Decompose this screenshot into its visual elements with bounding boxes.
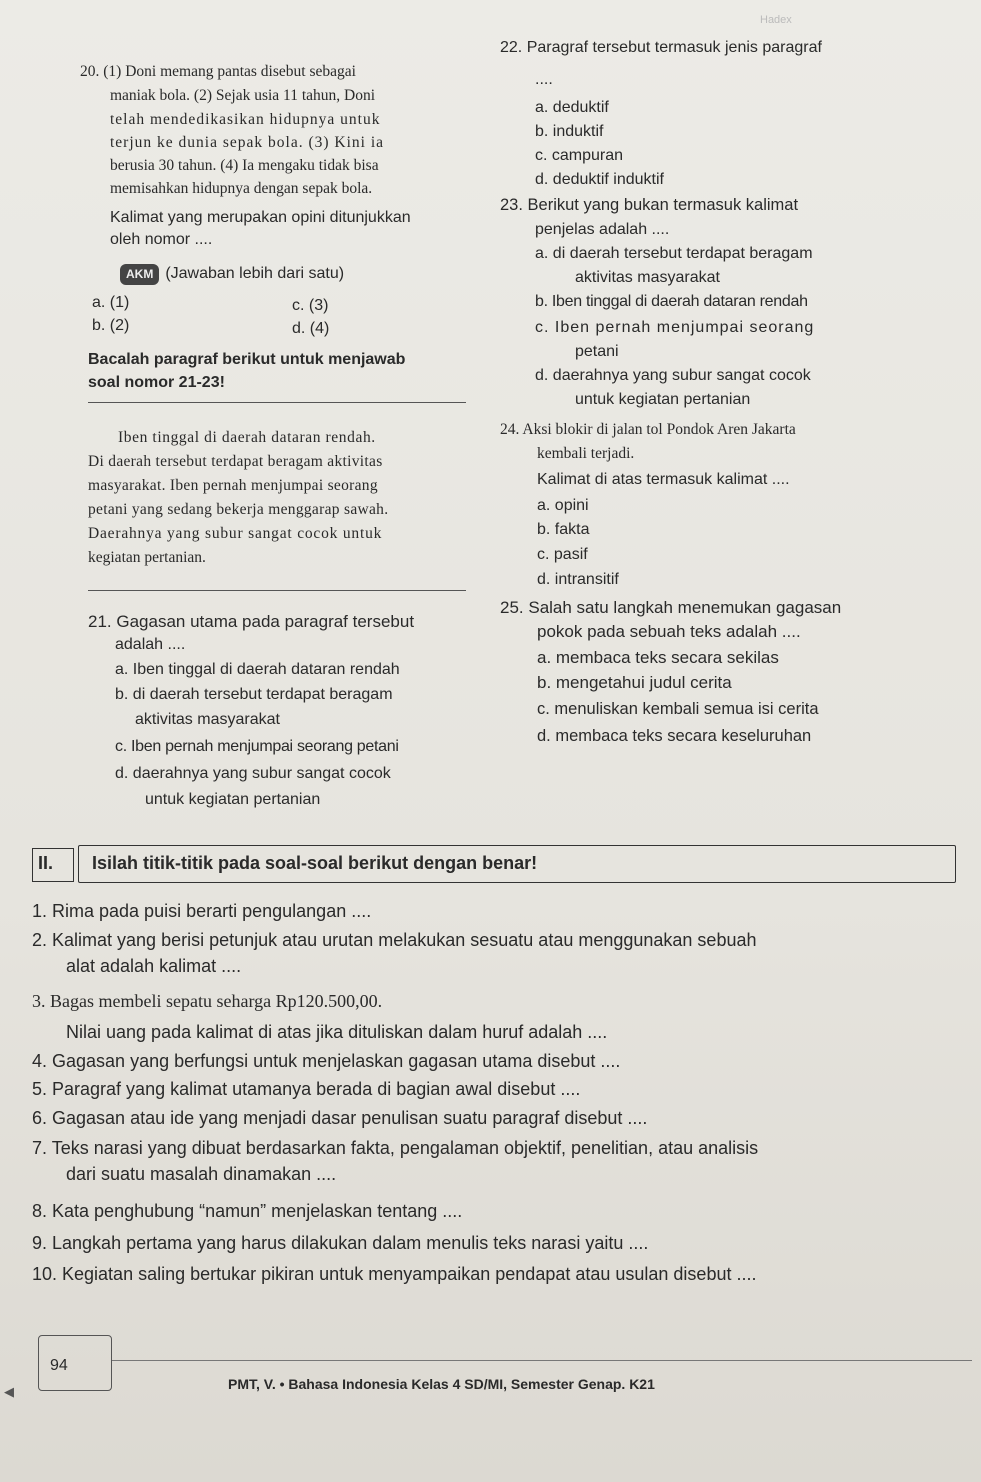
q23-question-2: penjelas adalah ....: [535, 221, 670, 238]
q20-line-3: telah mendedikasikan hidupnya untuk: [110, 111, 381, 128]
q20-line-4: terjun ke dunia sepak bola. (3) Kini ia: [110, 134, 385, 151]
q20-akm-note: [120, 264, 344, 285]
paragraph-line-4: petani yang sedang bekerja menggarap sawah.: [88, 501, 389, 518]
q22-dots: ....: [535, 71, 553, 88]
paragraph-line-2: Di daerah tersebut terdapat beragam aktivitas: [88, 453, 383, 470]
section-heading: Isilah titik-titik pada soal-soal berikut dengan benar!: [92, 853, 538, 873]
q21-option-c: c. Iben pernah menjumpai seorang petani: [115, 738, 399, 755]
q21-option-a: a. Iben tinggal di daerah dataran rendah: [115, 661, 400, 678]
fill-item-2-cont: alat adalah kalimat ....: [66, 956, 242, 976]
q23-option-b: b. Iben tinggal di daerah dataran rendah: [535, 293, 808, 310]
q25-option-b: b. mengetahui judul cerita: [537, 673, 732, 692]
q21-option-d: d. daerahnya yang subur sangat cocok: [115, 765, 391, 782]
q20-option-b: b. (2): [92, 317, 130, 334]
q22-option-b: b. induktif: [535, 123, 604, 140]
q24-option-d: d. intransitif: [537, 571, 619, 588]
q21-question-1: 21. Gagasan utama pada paragraf tersebut: [88, 612, 415, 631]
section-number: II.: [38, 853, 54, 873]
q22-option-d: d. deduktif induktif: [535, 171, 664, 188]
q20-note: (Jawaban lebih dari satu): [165, 265, 345, 282]
fill-item-8: 8. Kata penghubung “namun” menjelaskan tentang ....: [32, 1201, 463, 1221]
q20-prompt-2: oleh nomor ....: [110, 231, 213, 248]
q20-prompt-1: Kalimat yang merupakan opini ditunjukkan: [110, 209, 411, 226]
q20-option-a: a. (1): [92, 294, 130, 311]
q20-line-2: maniak bola. (2) Sejak usia 11 tahun, Doni: [110, 87, 376, 104]
fill-item-3: 3. Bagas membeli sepatu seharga Rp120.500,00.: [32, 991, 383, 1011]
q25-question-2: pokok pada sebuah teks adalah ....: [537, 622, 801, 641]
fill-item-5: 5. Paragraf yang kalimat utamanya berada di bagian awal disebut ....: [32, 1079, 581, 1099]
q24-option-b: b. fakta: [537, 521, 590, 538]
q20-line-1: 20. (1) Doni memang pantas disebut sebagai: [80, 63, 356, 80]
q20-option-c: c. (3): [292, 297, 329, 314]
q23-option-c-cont: petani: [575, 343, 619, 360]
q23-option-a: a. di daerah tersebut terdapat beragam: [535, 245, 813, 262]
q22-option-a: a. deduktif: [535, 99, 609, 116]
footer-arrow-icon: ◀: [4, 1384, 14, 1399]
footer-rule: [112, 1360, 972, 1361]
q23-option-c: c. Iben pernah menjumpai seorang: [535, 319, 815, 336]
fill-item-7: 7. Teks narasi yang dibuat berdasarkan fakta, pengalaman objektif, penelitian, atau analisis: [32, 1138, 759, 1158]
q24-question-3: Kalimat di atas termasuk kalimat ....: [537, 471, 790, 488]
akm-badge: AKM: [120, 264, 159, 285]
q23-option-a-cont: aktivitas masyarakat: [575, 269, 720, 286]
q25-option-c: c. menuliskan kembali semua isi cerita: [537, 700, 819, 718]
paragraph-line-5: Daerahnya yang subur sangat cocok untuk: [88, 525, 383, 542]
q20-line-5: berusia 30 tahun. (4) Ia mengaku tidak bisa: [110, 157, 379, 174]
footer-credit: PMT, V. • Bahasa Indonesia Kelas 4 SD/MI, Semester Genap. K21: [228, 1376, 655, 1392]
corner-mark: Hadex: [760, 14, 792, 26]
divider-bottom: [88, 590, 466, 591]
q24-option-a: a. opini: [537, 497, 589, 514]
reading-instruction-1: Bacalah paragraf berikut untuk menjawab: [88, 351, 406, 368]
page-number: 94: [50, 1357, 68, 1374]
fill-item-10: 10. Kegiatan saling bertukar pikiran untuk menyampaikan pendapat atau usulan disebut ....: [32, 1264, 757, 1284]
q22-question: 22. Paragraf tersebut termasuk jenis paragraf: [500, 39, 822, 56]
q21-option-b: b. di daerah tersebut terdapat beragam: [115, 686, 393, 703]
divider-top: [88, 402, 466, 403]
q21-question-2: adalah ....: [115, 636, 186, 653]
q24-option-c: c. pasif: [537, 546, 588, 563]
reading-instruction-2: soal nomor 21-23!: [88, 374, 225, 391]
fill-item-6: 6. Gagasan atau ide yang menjadi dasar penulisan suatu paragraf disebut ....: [32, 1108, 648, 1128]
fill-item-2: 2. Kalimat yang berisi petunjuk atau urutan melakukan sesuatu atau menggunakan sebuah: [32, 930, 757, 950]
q20-option-d: d. (4): [292, 320, 330, 337]
fill-item-7-cont: dari suatu masalah dinamakan ....: [66, 1164, 337, 1184]
q22-option-c: c. campuran: [535, 147, 624, 164]
fill-item-4: 4. Gagasan yang berfungsi untuk menjelaskan gagasan utama disebut ....: [32, 1051, 621, 1071]
q24-question-2: kembali terjadi.: [537, 445, 635, 462]
paragraph-line-3: masyarakat. Iben pernah menjumpai seorang: [88, 477, 378, 494]
fill-item-9: 9. Langkah pertama yang harus dilakukan dalam menulis teks narasi yaitu ....: [32, 1233, 649, 1253]
q21-option-d-cont: untuk kegiatan pertanian: [145, 791, 321, 808]
q21-option-b-cont: aktivitas masyarakat: [135, 711, 280, 728]
q23-option-d-cont: untuk kegiatan pertanian: [575, 391, 751, 408]
q25-option-d: d. membaca teks secara keseluruhan: [537, 727, 812, 745]
fill-item-3-cont: Nilai uang pada kalimat di atas jika dituliskan dalam huruf adalah ....: [66, 1022, 608, 1042]
q25-option-a: a. membaca teks secara sekilas: [537, 648, 779, 667]
q23-option-d: d. daerahnya yang subur sangat cocok: [535, 367, 811, 384]
q25-question-1: 25. Salah satu langkah menemukan gagasan: [500, 598, 842, 617]
paragraph-line-1: Iben tinggal di daerah dataran rendah.: [118, 429, 376, 446]
q24-question-1: 24. Aksi blokir di jalan tol Pondok Aren Jakarta: [500, 421, 796, 438]
q23-question-1: 23. Berikut yang bukan termasuk kalimat: [500, 196, 799, 214]
q20-line-6: memisahkan hidupnya dengan sepak bola.: [110, 180, 373, 197]
paragraph-line-6: kegiatan pertanian.: [88, 549, 206, 566]
fill-item-1: 1. Rima pada puisi berarti pengulangan ....: [32, 901, 372, 921]
